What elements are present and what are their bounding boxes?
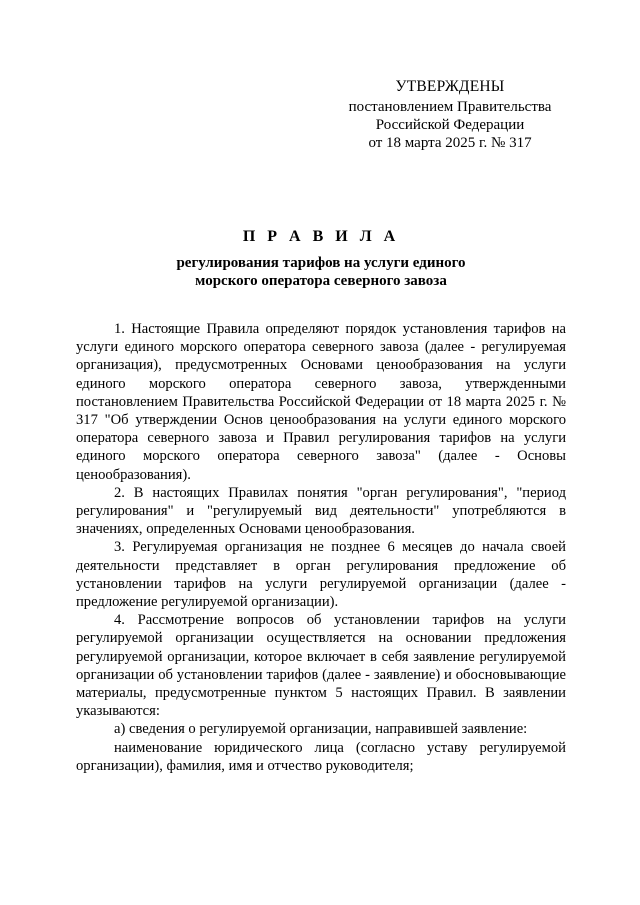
paragraph-4a-item: наименование юридического лица (согласно уставу регулируемой организации), фамилия, имя и отчество руководителя;	[76, 739, 566, 774]
paragraph-4a: а) сведения о регулируемой организации, направившей заявление:	[114, 721, 528, 738]
document-subtitle-line-2: морского оператора северного завоза	[195, 273, 447, 289]
approval-line-2: Российской Федерации	[375, 117, 525, 133]
document-body	[76, 320, 566, 775]
approval-line-3: от 18 марта 2025 г. № 317	[368, 135, 532, 151]
paragraph-1: 1. Настоящие Правила определяют порядок установления тарифов на услуги единого морского оператора северного завоза (далее - регулируемая организация), предусмотренных Основами ценообразования на услуги единого морского оператора северного завоза, утвержденными постановлением Правительства Российской Федерации от 18 марта 2025 г. № 317 "Об утверждении Основ ценообразования на услуги единого морского оператора северного завоза и Правил регулирования тарифов на услуги единого морского оператора северного завоза" (далее - Основы ценообразования).	[76, 321, 566, 483]
paragraph-2: 2. В настоящих Правилах понятия "орган регулирования", "период регулирования" и "регулируемый вид деятельности" употребляются в значениях, определенных Основами ценообразования.	[76, 484, 566, 538]
paragraph-3: 3. Регулируемая организация не позднее 6 месяцев до начала своей деятельности представляет в орган регулирования предложение об установлении тарифов на услуги регулируемой организации (далее - предложение регулируемой организации).	[76, 539, 566, 611]
document-title-block	[76, 228, 566, 290]
approval-line-1: постановлением Правительства	[348, 99, 552, 115]
document-title: П Р А В И Л А	[242, 228, 400, 245]
paragraph-4: 4. Рассмотрение вопросов об установлении тарифов на услуги регулируемой организации осуществляется на основании предложения регулируемой организации, которое включает в себя заявление регулируемой организации об установлении тарифов (далее - заявление) и обосновывающие материалы, предусмотренные пунктом 5 настоящих Правил. В заявлении указываются:	[76, 612, 566, 720]
document-subtitle-line-1: регулирования тарифов на услуги единого	[176, 255, 466, 271]
approval-block	[340, 78, 560, 152]
approval-heading: УТВЕРЖДЕНЫ	[395, 78, 505, 95]
